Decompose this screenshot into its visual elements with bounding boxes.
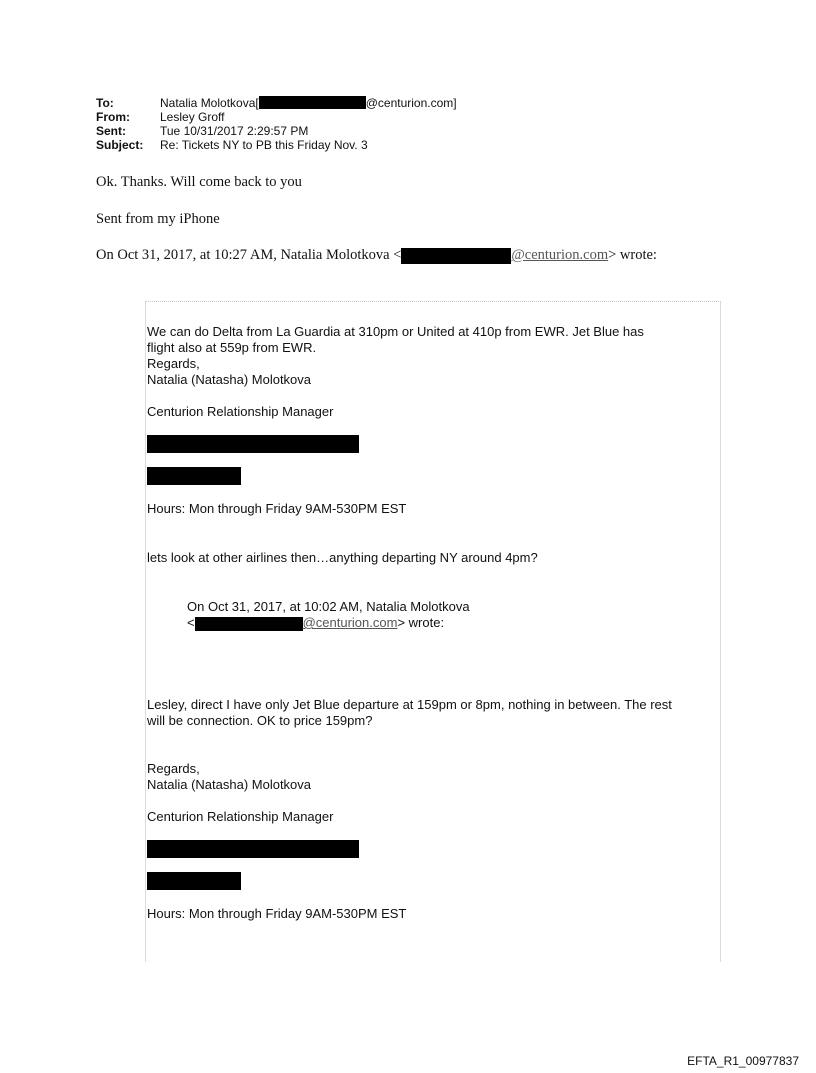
nested-attr-suffix: > wrote: (397, 615, 445, 630)
quoted-para2-line2: will be connection. OK to price 159pm? (147, 713, 373, 728)
nested-email-link[interactable]: @centurion.com (302, 615, 398, 630)
to-name: Natalia Molotkova[ (160, 96, 259, 110)
quoted-hours: Hours: Mon through Friday 9AM-530PM EST (147, 501, 407, 516)
attribution-suffix: > wrote: (608, 247, 657, 263)
nested-attribution-line2 (187, 615, 444, 631)
redaction-bar (147, 840, 359, 858)
quoted-title: Centurion Relationship Manager (147, 404, 334, 419)
to-row (96, 96, 457, 110)
quoted-regards: Regards, (147, 356, 200, 371)
from-row (96, 110, 457, 124)
reply-signature: Sent from my iPhone (96, 211, 220, 227)
lesley-message: lets look at other airlines then…anything departing NY around 4pm? (147, 550, 538, 565)
redaction-bar (195, 617, 303, 631)
sent-value: Tue 10/31/2017 2:29:57 PM (160, 124, 309, 138)
redaction-bar (401, 248, 511, 264)
redaction-bar (147, 435, 359, 453)
quoted-hours-2: Hours: Mon through Friday 9AM-530PM EST (147, 906, 407, 921)
quoted-message (145, 301, 721, 962)
nested-attribution-line1: On Oct 31, 2017, at 10:02 AM, Natalia Molotkova (187, 599, 470, 614)
quoted-para2-line1: Lesley, direct I have only Jet Blue departure at 159pm or 8pm, nothing in between. The rest (147, 697, 672, 712)
redaction-bar (147, 872, 241, 890)
redaction-bar (147, 467, 241, 485)
attribution-email-link[interactable]: @centurion.com (511, 247, 609, 263)
subject-row (96, 138, 457, 152)
bates-number: EFTA_R1_00977837 (687, 1054, 799, 1068)
from-label: From: (96, 110, 130, 124)
redaction-bar (259, 96, 366, 109)
reply-body: Ok. Thanks. Will come back to you (96, 174, 302, 190)
attribution-prefix: On Oct 31, 2017, at 10:27 AM, Natalia Molotkova < (96, 247, 402, 263)
quoted-name-2: Natalia (Natasha) Molotkova (147, 777, 312, 792)
sent-row (96, 124, 457, 138)
subject-value: Re: Tickets NY to PB this Friday Nov. 3 (160, 138, 368, 152)
email-header (96, 96, 457, 152)
subject-label: Subject: (96, 138, 144, 152)
sent-label: Sent: (96, 124, 126, 138)
from-value: Lesley Groff (160, 110, 225, 124)
quoted-para1-line1: We can do Delta from La Guardia at 310pm or United at 410p from EWR. Jet Blue has (147, 324, 644, 339)
to-domain: @centurion.com] (365, 96, 457, 110)
quoted-para1-line2: flight also at 559p from EWR. (147, 340, 317, 355)
reply-attribution (96, 247, 657, 264)
quoted-name: Natalia (Natasha) Molotkova (147, 372, 312, 387)
to-label: To: (96, 96, 114, 110)
quoted-title-2: Centurion Relationship Manager (147, 809, 334, 824)
nested-attr-lt: < (187, 615, 195, 630)
quoted-regards-2: Regards, (147, 761, 200, 776)
